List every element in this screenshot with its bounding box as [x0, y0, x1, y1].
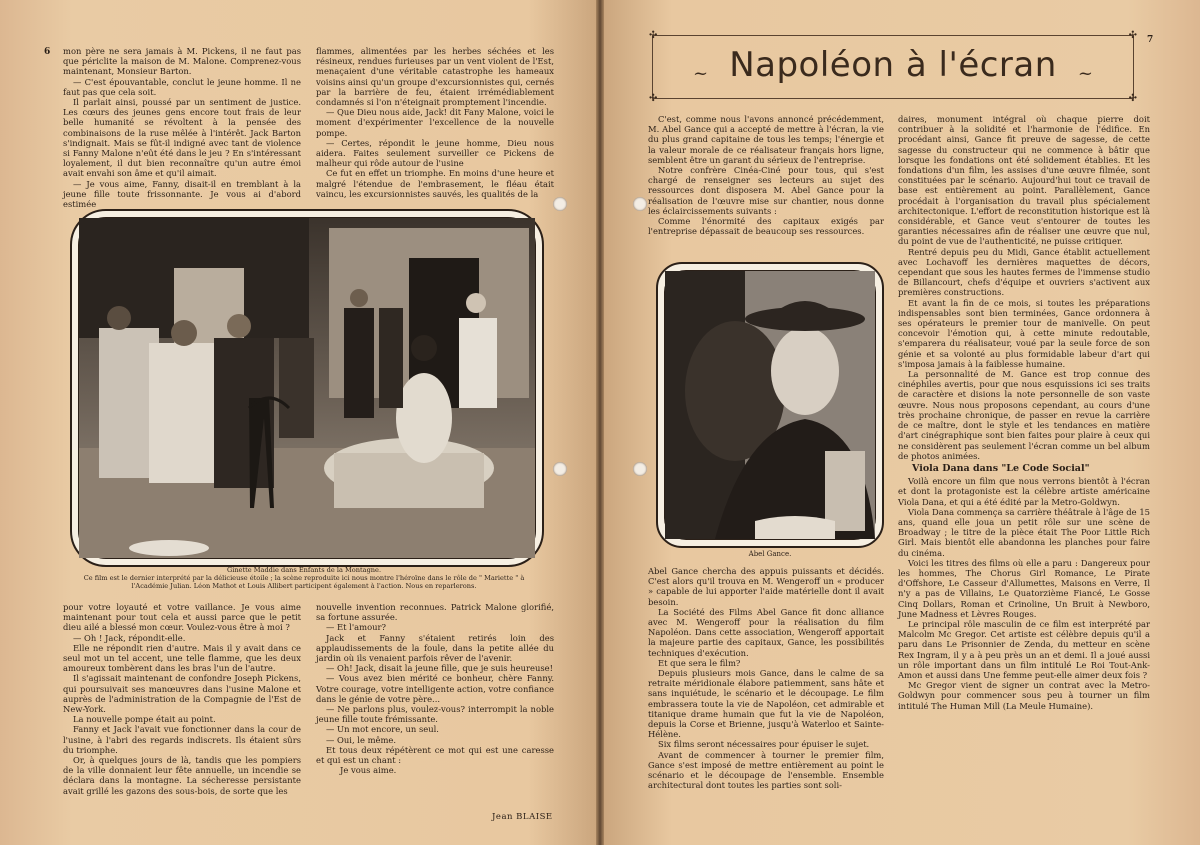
- paragraph: Voici les titres des films où elle a paru : Dangereux pour les hommes, The Chorus Girl Romance, Le Pirate d'Offshore, Le Casseur d'Allumettes, Maisons en Verre, Il n'y a pas de Villains, Le Quatorzième Fiancé, Le Gosse Cinq Dollars, Roman et Crinoline, Un Bruit à Newboro, June Madness et Lèvres Rouges.: [898, 557, 1150, 619]
- paragraph: Voilà encore un film que nous verrons bientôt à l'écran et dont la protagoniste est la célèbre artiste américaine Viola Dana, et qui a été édité par la Metro-Goldwyn.: [898, 476, 1150, 507]
- paragraph: Ce fut en effet un triomphe. En moins d'une heure et malgré l'étendue de l'embrasement, le fléau était vaincu, les excursionnistes sauvés, les qualités de la: [316, 168, 554, 199]
- paragraph: La nouvelle pompe était au point.: [73, 714, 216, 725]
- dash-ornament-icon: ~: [693, 63, 709, 84]
- page-number-right: 7: [1147, 35, 1154, 45]
- paragraph: Or, à quelques jours de là, tandis que les pompiers de la ville donnaient leur fête annuelle, un incendie se déclara dans la montagne. La sécheresse persistante avait grillé les gazons des sous-bois, de sorte que les: [63, 755, 301, 796]
- paragraph: nouvelle invention reconnues. Patrick Malone glorifié, sa fortune assurée.: [316, 602, 554, 623]
- paragraph: Rentré depuis peu du Midi, Gance établit actuellement avec Lochavoff les dernières maquettes de décors, cependant que sous les hautes fermes de l'immense studio de Billancourt, chefs d'équipe et ouvriers s'activent aux premières constructions.: [898, 246, 1150, 298]
- page-number-left: 6: [44, 47, 51, 57]
- paragraph: C'est, comme nous l'avons annoncé précédemment, M. Abel Gance qui a accepté de mettre à l'écran, la vie du plus grand capitaine de tous les temps; l'énergie et la valeur morale de ce réalisateur français hors ligne, semblent être un garant du sérieux de l'entreprise.: [648, 114, 884, 165]
- article-signature: Jean BLAISE: [492, 812, 553, 822]
- paragraph: Le principal rôle masculin de ce film est interprété par Malcolm Mc Gregor. Cet artiste est célèbre depuis qu'il a paru dans Le Prisonnier de Zenda, du metteur en scène Rex Ingram, il y a à peu près un an et demi. Il a joué aussi un rôle important dans un film intitulé Le Roi Tout-Ank-Amon et aussi dans Une femme peut-elle aimer deux fois ?: [898, 618, 1150, 680]
- dash-ornament-icon: ~: [1077, 63, 1093, 84]
- studio-scene-illustration: [79, 218, 535, 558]
- left-col1-top-text: [63, 46, 301, 210]
- paragraph: — Un mot encore, un seul.: [326, 724, 439, 735]
- paragraph: La Société des Films Abel Gance fit donc alliance avec M. Wengeroff pour la réalisation du film Napoléon. Dans cette association, Wengeroff apportait la majeure partie des capitaux, Gance, les possibilités techniques d'exécution.: [648, 606, 884, 658]
- film-still-image: [78, 217, 536, 559]
- right-col1-top-text: [648, 114, 884, 254]
- paragraph: — Certes, répondit le jeune homme, Dieu nous aidera. Faites seulement surveiller ce Pickens de malheur qui rôde autour de l'usine: [316, 137, 554, 169]
- paragraph: Jack et Fanny s'étaient retirés loin des applaudissements de la foule, dans la petite allée du jardin où ils venaient parfois rêver de l'avenir.: [316, 632, 554, 664]
- caption-text: Ce film est le dernier interprété par la délicieuse étoile ; la scène reproduite ici nous montre l'héroïne dans le rôle de " Mariette " à l'Académie Julian. Léon Mathot et Louis Allibert participent également à l'action. Nous en reparlerons.: [83, 574, 525, 590]
- paragraph: — Vous avez bien mérité ce bonheur, chère Fanny. Votre courage, votre intelligente action, votre confiance dans le génie de votre père...: [316, 673, 554, 704]
- paragraph: Elle ne répondit rien d'autre. Mais il y avait dans ce seul mot un tel accent, une telle flamme, que les deux amoureux tombèrent dans les bras l'un de l'autre.: [63, 642, 301, 674]
- paragraph: Et avant la fin de ce mois, si toutes les préparations indispensables sont bien terminées, Gance ordonnera à ses opérateurs le premier tour de manivelle. On peut concevoir l'émotion qui, à cette minute redoutable, s'emparera du réalisateur, voué par la seule force de son génie et sa volonté au plus formidable labeur d'art qui s'imposa jamais à la faiblesse humaine.: [898, 297, 1150, 369]
- portrait-illustration: [665, 271, 875, 539]
- paragraph: Et que sera le film?: [658, 657, 741, 668]
- paragraph: — Et l'amour?: [326, 622, 387, 633]
- paragraph: Depuis plusieurs mois Gance, dans le calme de sa retraite méridionale élabore patiemment, sans hâte et sans inquiétude, le scénario et le découpage. Le film embrassera toute la vie de Napoléon, cet admirable et titanique drame humain que fut la vie de Napoléon, depuis la Corse et Brienne, jusqu'à Waterloo et Sainte-Hélène.: [648, 668, 884, 740]
- paragraph: Six films seront nécessaires pour épuiser le sujet.: [658, 739, 870, 750]
- right-col1-bottom-text: [648, 566, 884, 836]
- binding-hole: [633, 462, 647, 476]
- portrait-photo: [656, 262, 884, 548]
- corner-ornament-icon: ✣: [649, 30, 658, 41]
- paragraph: Et tous deux répétèrent ce mot qui est une caresse et qui est un chant :: [316, 744, 554, 766]
- photo-caption-left: [74, 566, 534, 590]
- paragraph: — Oh! Jack, disait la jeune fille, que je suis heureuse!: [326, 663, 553, 674]
- spine-gutter: [596, 0, 604, 845]
- paragraph: Il s'agissait maintenant de confondre Joseph Pickens, qui poursuivait ses manœuvres dans l'usine Malone et auprès de l'administration de la Compagnie de l'Est de New-York.: [63, 673, 301, 715]
- right-col2-text: [898, 114, 1150, 839]
- paragraph: Mc Gregor vient de signer un contrat avec la Metro-Goldwyn pour commencer sous peu à tourner un film intitulé The Human Mill (La Meule Humaine).: [898, 680, 1150, 711]
- title-frame: [649, 30, 1137, 104]
- binding-hole: [633, 197, 647, 211]
- paragraph: — Oui, le même.: [326, 734, 397, 745]
- paragraph: Viola Dana commença sa carrière théâtrale à l'âge de 15 ans, quand elle joua un petit rôle sur une scène de Broadway ; le titre de la pièce était The Poor Little Rich Girl. Mais bientôt elle abandonna les planches pour faire du cinéma.: [898, 506, 1150, 558]
- left-col2-top-text: [316, 46, 554, 199]
- corner-ornament-icon: ✣: [1128, 30, 1137, 41]
- paragraph: Abel Gance chercha des appuis puissants et décidés. C'est alors qu'il trouva en M. Wengeroff un « producer » capable de lui apporter l'aide matérielle dont il avait besoin.: [648, 566, 884, 607]
- portrait-image: [664, 270, 876, 540]
- film-still-photo: [70, 209, 544, 567]
- paragraph: pour votre loyauté et votre vaillance. Je vous aime maintenant pour tout cela et aussi parce que le petit dieu ailé a blessé mon cœur. Voulez-vous être à moi ?: [63, 602, 301, 633]
- paragraph: Fanny et Jack l'avait vue fonctionner dans la cour de l'usine, à l'abri des regards indiscrets. Ils étaient sûrs du triomphe.: [63, 724, 301, 755]
- caption-title: Ginette Maddie dans Enfants de la Montagne.: [226, 566, 382, 574]
- paragraph: — Que Dieu nous aide, Jack! dit Fany Malone, voici le moment d'expérimenter l'excellence de la nouvelle pompe.: [316, 107, 554, 138]
- paragraph: daires, monument intégral où chaque pierre doit contribuer à la solidité et l'harmonie de l'édifice. En procédant ainsi, Gance fit preuve de sagesse, de cette sagesse du constructeur qui ne commence à bâtir que lorsque les fondations ont été solidement établies. Et les fondations d'un film, les assises d'une œuvre filmée, sont constituées par le scénario. Aujourd'hui tout ce travail de base est entièrement au point. Parallèlement, Gance procédait à l'organisation du travail plus spécialement architectonique. L'effort de reconstitution historique est là considérable, et Gance veut s'entourer de toutes les garanties nécessaires afin de réaliser une œuvre que nul, du point de vue de l'authenticité, ne puisse critiquer.: [898, 114, 1150, 247]
- paragraph: — Oh ! Jack, répondit-elle.: [73, 632, 186, 643]
- left-col2-bottom-text: [316, 602, 554, 812]
- paragraph: mon père ne sera jamais à M. Pickens, il ne faut pas que périclite la maison de M. Malone. Comprenez-vous maintenant, Monsieur Barton.: [63, 46, 301, 77]
- corner-ornament-icon: ✣: [1128, 93, 1137, 104]
- article-title: Napoléon à l'écran: [729, 45, 1057, 85]
- paragraph: Comme l'énormité des capitaux exigés par l'entreprise dépassait de beaucoup ses ressources.: [648, 216, 884, 237]
- portrait-caption: Abel Gance.: [748, 550, 792, 558]
- paragraph: Il parlait ainsi, poussé par un sentiment de justice. Les cœurs des jeunes gens encore tout frais de leur belle humanité se révoltent à la pensée des combinaisons de la ruse mêlée à l'intérêt. Jack Barton s'indignait. Mais se fût-il indigné avec tant de violence si Fanny Malone n'eût été dans le jeu ? En s'intéressant loyalement, il dut bien reconnaître qu'un autre émoi avait envahi son âme et qu'il aimait.: [63, 97, 301, 179]
- paragraph: Je vous aime.: [340, 765, 397, 776]
- paragraph: La personnalité de M. Gance est trop connue des cinéphiles avertis, pour que nous esquissions ici ses traits de caractère et disions la note personnelle de son vaste œuvre. Nous nous proposons cependant, au cours d'une très prochaine chronique, de passer en revue la carrière de ce maître, dont le style et les tendances en matière d'art cinégraphique sont bien faites pour plaire à ceux qui ne considèrent pas seulement l'écran comme un bel album de photos animées.: [898, 369, 1150, 461]
- corner-ornament-icon: ✣: [649, 93, 658, 104]
- binding-hole: [553, 197, 567, 211]
- paragraph: Notre confrère Cinéa-Ciné pour tous, qui s'est chargé de renseigner ses lecteurs au sujet des ressources dont disposera M. Abel Gance pour la réalisation de l'œuvre mise sur chantier, nous donne les éclaircissements suivants :: [648, 165, 884, 216]
- binding-hole: [553, 462, 567, 476]
- right-page: [600, 0, 1200, 845]
- paragraph: flammes, alimentées par les herbes séchées et les résineux, rendues furieuses par un vent violent de l'Est, menaçaient d'une véritable catastrophe les hameaux voisins ainsi qu'un groupe d'excursionnistes qui, cernés par la barrière de feu, étaient irrémédiablement condamnés si l'on n'éteignait promptement l'incendie.: [316, 46, 554, 108]
- paragraph: — Ne parlons plus, voulez-vous? interrompit la noble jeune fille toute frémissante.: [316, 704, 554, 725]
- paragraph: Avant de commencer à tourner le premier film, Gance s'est imposé de mettre entièrement au point le scénario et le découpage de l'ensemble. Ensemble architectural dont toutes les parties sont soli-: [648, 749, 884, 791]
- paragraph: — Je vous aime, Fanny, disait-il en tremblant à la jeune fille toute frissonnante. Je vous ai d'abord estimée: [63, 178, 301, 210]
- paragraph: — C'est épouvantable, conclut le jeune homme. Il ne faut pas que cela soit.: [63, 76, 301, 97]
- left-col1-bottom-text: [63, 602, 301, 837]
- section-subheading: Viola Dana dans "Le Code Social": [912, 462, 1090, 474]
